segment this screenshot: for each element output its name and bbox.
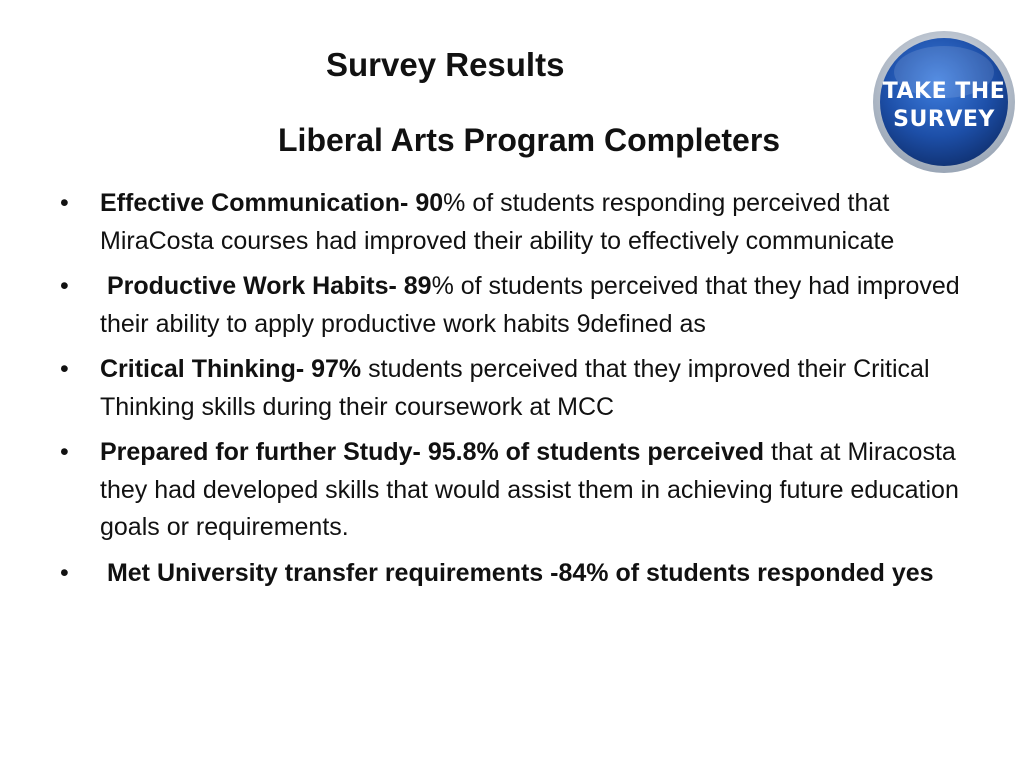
bullet-icon: • — [60, 558, 69, 587]
take-the-survey-badge[interactable] — [872, 30, 1016, 174]
badge-line1: TAKE THE — [882, 79, 1006, 104]
item-text: students perceived that they improved their Critical Thinking skills during their coursework at MCC — [100, 355, 930, 421]
list-item — [60, 185, 980, 260]
item-bold: Effective Communication- 90 — [100, 189, 444, 217]
list-item — [60, 268, 980, 343]
item-text: that at Miracosta they had developed skills that would assist them in achieving future education goals or requirements. — [100, 438, 959, 541]
list-item — [60, 434, 980, 547]
item-bold: Critical Thinking- 97% — [100, 355, 362, 383]
badge-line2: SURVEY — [893, 107, 995, 132]
bullet-icon: • — [60, 438, 69, 466]
item-text: % of students responding perceived that MiraCosta courses had improved their ability to effectively communicate — [100, 189, 895, 255]
list-item — [60, 351, 980, 426]
bullet-icon: • — [60, 355, 69, 383]
page-title: Survey Results — [326, 46, 565, 83]
results-list — [60, 185, 980, 600]
bullet-icon: • — [60, 189, 69, 217]
list-item — [60, 555, 980, 593]
item-bold: Prepared for further Study- 95.8% of students perceived — [100, 438, 765, 466]
item-text: % of students perceived that they had improved their ability to apply productive work habits 9defined as — [100, 272, 960, 338]
page-subtitle: Liberal Arts Program Completers — [278, 122, 781, 158]
item-bold: Met University transfer requirements -84% of students responded yes — [100, 558, 934, 587]
item-bold: Productive Work Habits- 89 — [100, 272, 432, 300]
bullet-icon: • — [60, 272, 69, 300]
